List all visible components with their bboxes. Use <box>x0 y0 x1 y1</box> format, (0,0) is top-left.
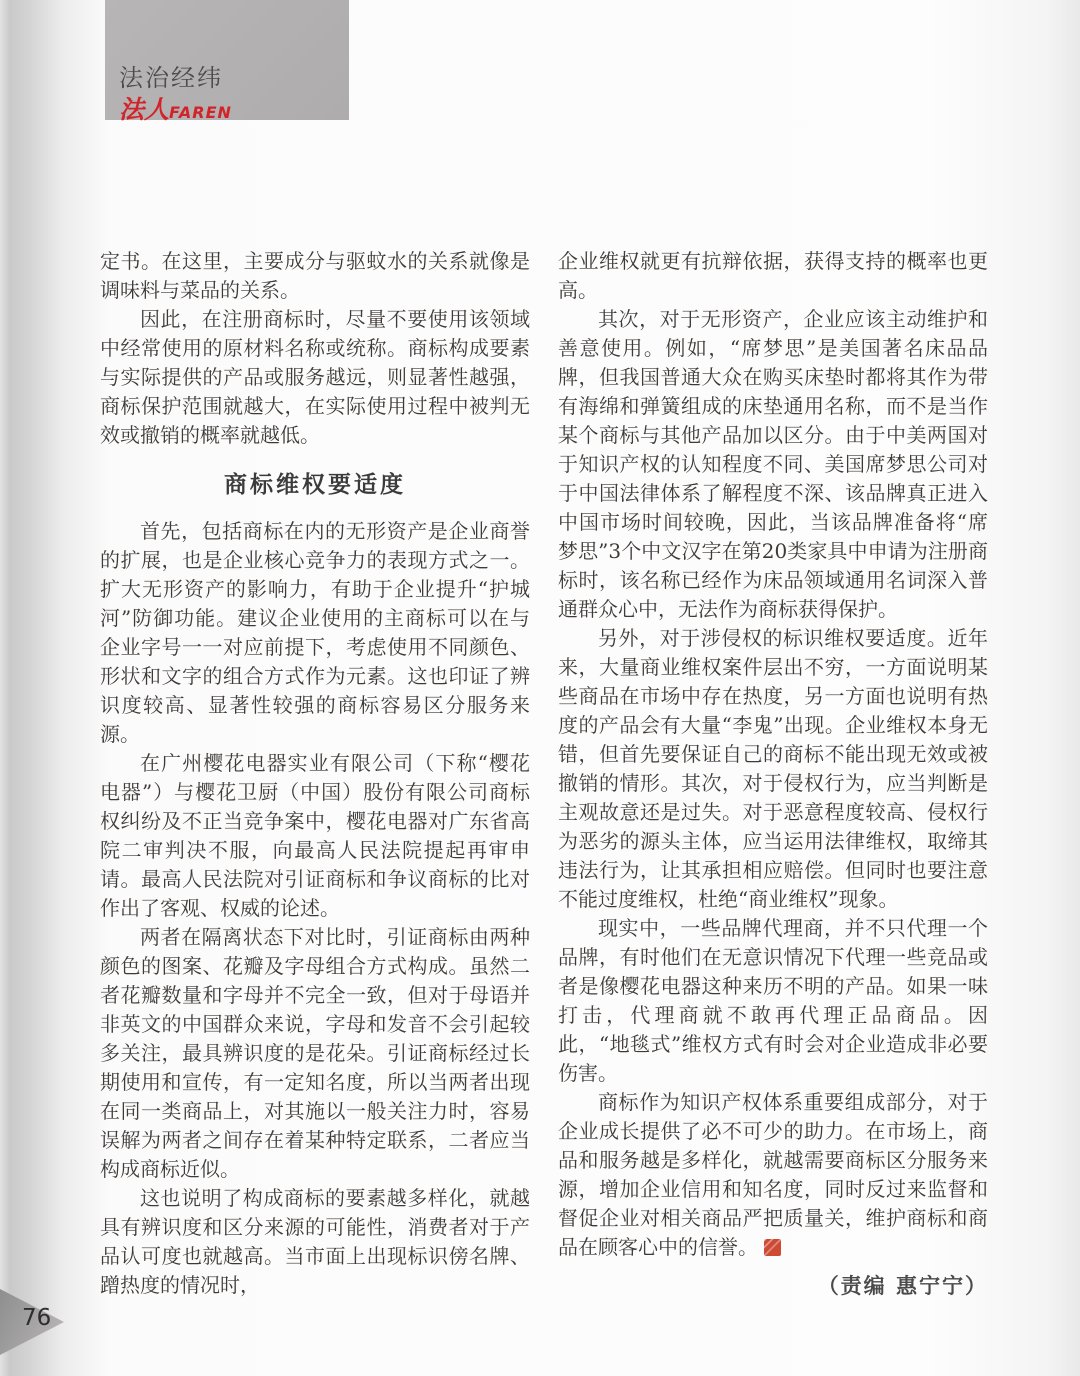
logo-en-text: FAREN <box>169 103 232 122</box>
paragraph-continuation: 企业维权就更有抗辩依据，获得支持的概率也更高。 <box>558 249 988 302</box>
paragraph: 因此，在注册商标时，尽量不要使用该领域中经常使用的原材料名称或统称。商标构成要素与实际提供的产品或服务越远，则显著性越强，商标保护范围就越大，在实际使用过程中被判无效或撤销的概率就越低。 <box>100 307 530 447</box>
left-column <box>100 247 530 1300</box>
faren-logo <box>119 90 232 126</box>
logo-cn-text: 法人 <box>119 95 170 124</box>
paragraph: 其次，对于无形资产，企业应该主动维护和善意使用。例如，“席梦思”是美国著名床品品牌，但我国普通大众在购买床垫时都将其作为带有海绵和弹簧组成的床垫通用名称，而不是当作某个商标与其他产品加以区分。由于中美两国对于知识产权的认知程度不同、美国席梦思公司对于中国法律体系了解程度不深、该品牌真正进入中国市场时间较晚，因此，当该品牌准备将“席梦思”3个中文汉字在第20类家具中申请为注册商标时，该名称已经作为床品领域通用名词深入普通群众心中，无法作为商标获得保护。 <box>558 307 988 621</box>
section-header-box <box>105 0 349 124</box>
paragraph-continuation: 定书。在这里，主要成分与驱蚊水的关系就像是调味料与菜品的关系。 <box>100 249 530 302</box>
end-seal-icon <box>764 1239 781 1256</box>
paragraph: 另外，对于涉侵权的标识维权要适度。近年来，大量商业维权案件层出不穷，一方面说明某些商品在市场中存在热度，另一方面也说明有热度的产品会有大量“李鬼”出现。企业维权本身无错，但首先要保证自己的商标不能出现无效或被撤销的情形。其次，对于侵权行为，应当判断是主观故意还是过失。对于恶意程度较高、侵权行为恶劣的源头主体，应当运用法律维权，取缔其违法行为，让其承担相应赔偿。但同时也要注意不能过度维权，杜绝“商业维权”现象。 <box>558 626 988 911</box>
paragraph: 两者在隔离状态下对比时，引证商标由两种颜色的图案、花瓣及字母组合方式构成。虽然二者花瓣数量和字母并不完全一致，但对于母语并非英文的中国群众来说，字母和发音不会引起较多关注，最具辨识度的是花朵。引证商标经过长期使用和宣传，有一定知名度，所以当两者出现在同一类商品上，对其施以一般关注力时，容易误解为两者之间存在着某种特定联系，二者应当构成商标近似。 <box>100 925 530 1181</box>
paragraph: 首先，包括商标在内的无形资产是企业商誉的扩展，也是企业核心竞争力的表现方式之一。扩大无形资产的影响力，有助于企业提升“护城河”防御功能。建议企业使用的主商标可以在与企业字号一一对应前提下，考虑使用不同颜色、形状和文字的组合方式作为元素。这也印证了辨识度较高、显著性较强的商标容易区分服务来源。 <box>100 519 530 746</box>
paragraph-text: 商标作为知识产权体系重要组成部分，对于企业成长提供了必不可少的助力。在市场上，商品和服务越是多样化，就越需要商标区分服务来源，增加企业信用和知名度，同时反过来监督和督促企业对相关商品严把质量关，维护商标和商品在顾客心中的信誉。 <box>558 1090 988 1259</box>
right-column <box>558 247 988 1301</box>
article-subheading: 商标维权要适度 <box>224 472 406 498</box>
paragraph: 现实中，一些品牌代理商，并不只代理一个品牌，有时他们在无意识情况下代理一些竞品或者是像樱花电器这种来历不明的产品。如果一味打击，代理商就不敢再代理正品商品。因此，“地毯式”维权方式有时会对企业造成非必要伤害。 <box>558 916 988 1085</box>
editor-byline: （责编 惠宁宁） <box>817 1274 988 1298</box>
paragraph-final <box>558 1088 988 1262</box>
page-number: 76 <box>22 1305 52 1331</box>
section-title: 法治经纬 <box>119 64 223 92</box>
paragraph: 在广州樱花电器实业有限公司（下称“樱花电器”）与樱花卫厨（中国）股份有限公司商标权纠纷及不正当竞争案中，樱花电器对广东省高院二审判决不服，向最高人民法院提起再审申请。最高人民法院对引证商标和争议商标的比对作出了客观、权威的论述。 <box>100 751 530 920</box>
paragraph: 这也说明了构成商标的要素越多样化，就越具有辨识度和区分来源的可能性，消费者对于产品认可度也就越高。当市面上出现标识傍名牌、蹭热度的情况时， <box>100 1186 530 1297</box>
